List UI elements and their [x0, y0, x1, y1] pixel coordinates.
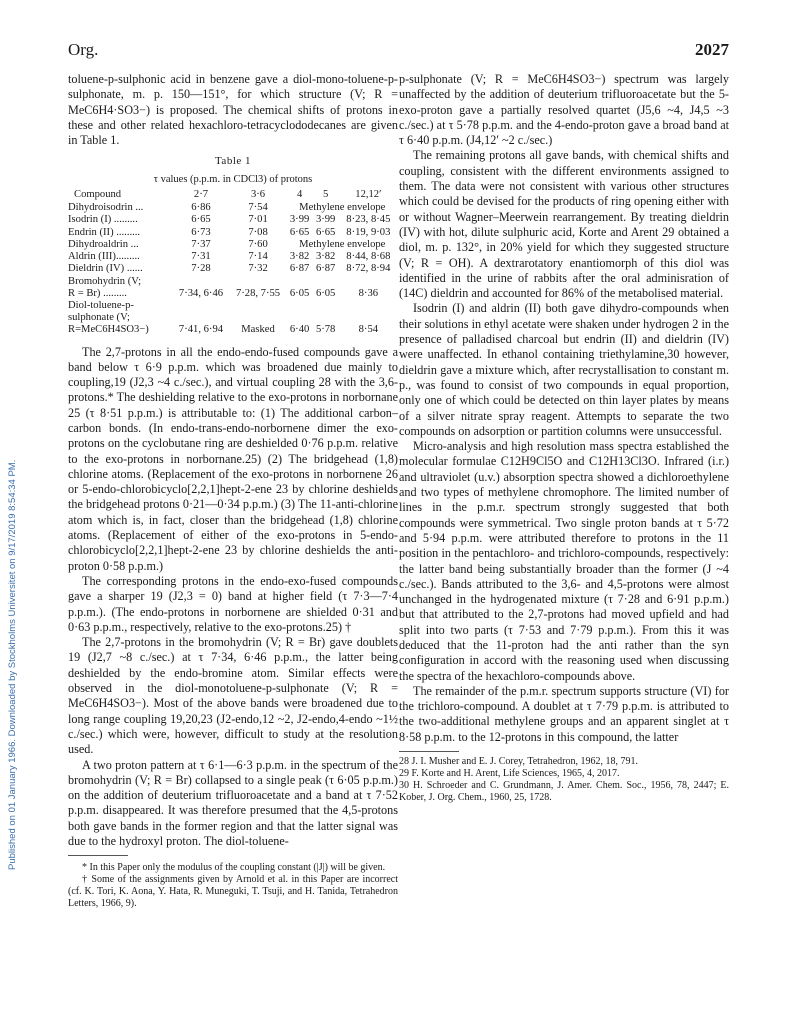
table-cell: Dihydroisodrin ... — [68, 202, 144, 214]
table-row — [68, 300, 398, 312]
table-cell — [230, 312, 287, 324]
table-cell: Masked — [241, 324, 275, 336]
table-cell: 7·14 — [248, 251, 268, 263]
table-cell: Diol-toluene-p- — [68, 299, 134, 311]
table-cell: 7·34, 6·46 — [178, 287, 224, 299]
table-cell: 3·99 — [289, 214, 310, 226]
table-cell — [313, 276, 339, 288]
table-cell: sulphonate (V; — [68, 312, 130, 324]
table-row — [68, 214, 398, 226]
table-cell: 7·28 — [191, 263, 211, 275]
table-subtitle: τ values (p.p.m. in CDCl3) of protons — [153, 173, 313, 185]
table-header-cell: 5 — [323, 189, 329, 201]
table-cell: 3·82 — [315, 251, 336, 263]
reference: 28 J. I. Musher and E. J. Corey, Tetrahedron, 1962, 18, 791. — [399, 756, 638, 768]
table-cell: 7·41, 6·94 — [178, 324, 224, 336]
table-cell: R = Br) ......... — [68, 287, 127, 299]
table-cell: 3·99 — [315, 214, 336, 226]
table-header-cell: 12,12′ — [355, 189, 382, 201]
table-cell: 6·65 — [191, 214, 211, 226]
table-cell: 7·01 — [248, 214, 268, 226]
table-cell: 7·08 — [248, 226, 268, 238]
table-cell: Isodrin (I) ......... — [68, 214, 138, 226]
table-header-cell: Compound — [74, 189, 122, 201]
table-cell: 7·31 — [191, 251, 211, 263]
table-cell — [313, 300, 339, 312]
table-header-cell: 2·7 — [193, 189, 209, 201]
table-cell: R=MeC6H4SO3−) — [68, 324, 149, 336]
body-paragraph: A two proton pattern at τ 6·1—6·3 p.p.m. in the spectrum of the bromohydrin (V; R = Br) collapsed to a single peak (τ 6·05 p.p.m.) on the addition of deuterium trifluoroacetate and a band at τ 7·52 p.p.m. disappeared. It was therefore presumed that the 4,5-protons both gave bands in the former region and that the latter signal was due to the hydroxyl proton. The diol-toluene- — [68, 757, 398, 849]
table-cell: Methylene envelope — [299, 202, 386, 214]
body-paragraph: Isodrin (I) and aldrin (II) both gave dihydro-compounds when their solutions in ethyl acetate were shaken under hydrogen 2 in the presence of palladised charcoal but endrin (II) and dieldrin (IV) were unaffected. In ethanol containing triethylamine,30 however, dieldrin gave a mixture which, after recrystallisation to constant m. p., was found to consist of two compounds in equal proportion, only one of which could be detected on thin layer plates by means of a silver nitrate spray reagent. Attempts to separate the two compounds on adsorption or partition columns were unsuccessful. — [399, 301, 729, 438]
table-row — [68, 227, 398, 239]
table-cell: 5·78 — [315, 324, 336, 336]
table-cell: 8·36 — [358, 287, 379, 299]
journal-name: Org. — [68, 40, 99, 59]
table-cell: Bromohydrin (V; — [68, 275, 142, 287]
table-cell: 8·72, 8·94 — [346, 263, 391, 275]
table-cell — [287, 312, 313, 324]
table-cell: 7·32 — [248, 263, 268, 275]
table-row — [68, 312, 398, 324]
reference: 29 F. Korte and H. Arent, Life Sciences, 1965, 4, 2017. — [399, 768, 620, 780]
table-row — [68, 276, 398, 288]
table-cell: 8·44, 8·68 — [346, 251, 391, 263]
table-cell — [172, 276, 229, 288]
body-paragraph: The 2,7-protons in the bromohydrin (V; R = Br) gave doublets 19 (J2,7 ~8 c./sec.) at τ 7·34, 6·46 p.p.m., the latter being deshielded by the endo-bromine atom. Similar effects were observed in the diol-monotoluene-p-sulphonate (V; R = MeC6H4SO3−). Most of the above bands were broadened due to long range coupling 19,20,23 (J2-endo,12 ~2, J2-endo,4-endo ~1½ c./sec.) which were, however, difficult to study at the resolution used. — [68, 635, 398, 757]
table-cell: 6·86 — [191, 202, 211, 214]
table-cell: 8·54 — [358, 324, 379, 336]
table-cell — [339, 276, 398, 288]
table-cell: 8·19, 9·03 — [346, 226, 391, 238]
table-cell: 3·82 — [289, 251, 310, 263]
table-cell: 7·37 — [191, 238, 211, 250]
table-cell: 6·05 — [315, 287, 336, 299]
table-row — [68, 324, 398, 336]
table-cell: Dieldrin (IV) ...... — [68, 263, 143, 275]
body-paragraph: The remaining protons all gave bands, with chemical shifts and coupling, consistent with the different environments assigned to them. The data were not consistent with various other structures which could be devised for the products of ring opening either with or without Wagner–Meerwein rearrangement. By treating dieldrin (IV) with hot, dilute sulphuric acid, Korte and Arent 29 obtained a diol, m. p. 132°, in 20% yield for which they suggested structure (V; R = OH). A dextrarotatory enantiomorph of this diol was identified in the urine of rabbits after the oral adminisration of (14C) dieldrin and accounted for 86% of the metabolised material. — [399, 148, 729, 301]
table-cell — [172, 312, 229, 324]
table-cell: 7·54 — [248, 202, 268, 214]
table-cell: 6·40 — [289, 324, 310, 336]
table-cell: Endrin (II) ......... — [68, 226, 141, 238]
footnote: † Some of the assignments given by Arnold et al. in this Paper are incorrect (cf. K. Tori, K. Aona, Y. Hata, R. Muneguki, T. Tsuji, and H. Tanida, Tetrahedron Letters, 1966, 9). — [68, 874, 398, 909]
table-cell: 6·87 — [315, 263, 336, 275]
table-cell — [230, 276, 287, 288]
table-cell — [230, 300, 287, 312]
table-cell — [339, 312, 398, 324]
table-cell: Methylene envelope — [299, 238, 386, 250]
table-cell: 6·65 — [289, 226, 310, 238]
table-row — [68, 239, 398, 251]
intro-paragraph: toluene-p-sulphonic acid in benzene gave a diol-mono-toluene-p-sulphonate, m. p. 150—151°, for which structure (V; R = MeC6H4·SO3−) is proposed. The chemical shifts of protons in these and other related hexachloro-tetracyclododecanes are given in Table 1. — [68, 72, 398, 148]
table-cell — [287, 276, 313, 288]
table-row — [68, 263, 398, 275]
download-notice — [6, 170, 20, 870]
table-cell — [287, 300, 313, 312]
footnotes — [68, 860, 398, 909]
body-paragraph: Micro-analysis and high resolution mass spectra established the molecular formulae C12H9Cl5O and C12H13Cl3O. Infrared (i.r.) and ultraviolet (u.v.) absorption spectra showed a dichloroethylene and two types of methylene chromophore. The limited number of lines in the p.m.r. spectrum strongly suggested that both compounds were symmetrical. Two single proton bands at τ 5·72 and 5·94 p.p.m. were attributed therefore to protons in the 11 position in the pentachloro- and trichloro-compounds, respectively: the latter band being substantially broader than the former (J ~4 c./sec.). Bands attributed to the 3,6- and 4,5-protons were almost unchanged in the hydrogenated mixture (τ 7·28 and 6·91 p.p.m.) but that attributed to the 2,7-protons had moved upfield and had split into two parts (τ 7·53 and 7·79 p.p.m.). From this it was deduced that the 11-proton had the anti rather than the syn configuration in accord with the reasoning used when discussing the spectra of the hexachloro-compounds above. — [399, 439, 729, 683]
table-cell: Aldrin (III)......... — [68, 251, 140, 263]
table-header-row — [68, 189, 398, 202]
download-notice-text: Published on 01 January 1966. Downloaded by Stockholms Universitet on 9/17/2019 8:54:34 PM. — [7, 459, 18, 870]
table-cell: 7·28, 7·55 — [235, 287, 281, 299]
table-cell — [313, 312, 339, 324]
table-header-cell: 4 — [296, 189, 303, 201]
references-divider — [399, 751, 459, 752]
table-cell — [172, 300, 229, 312]
table-cell: Dihydroaldrin ... — [68, 238, 139, 250]
table-row — [68, 202, 398, 214]
body-paragraph: The remainder of the p.m.r. spectrum supports structure (VI) for the trichloro-compound. A doublet at τ 7·79 p.p.m. is attributed to the two-additional methylene groups and an apparent singlet at τ 8·58 p.p.m. to the 12-protons in this compound, the latter — [399, 683, 729, 744]
page-header — [68, 40, 729, 64]
right-column — [399, 72, 729, 804]
reference: 30 H. Schroeder and C. Grundmann, J. Amer. Chem. Soc., 1956, 78, 2447; E. Kober, J. Org. Chem., 1960, 25, 1728. — [399, 780, 729, 804]
table-row — [68, 251, 398, 263]
left-column — [68, 72, 398, 910]
footnote-divider — [68, 855, 128, 856]
table-cell: 6·65 — [315, 226, 336, 238]
table-row — [68, 288, 398, 300]
references — [399, 756, 729, 804]
table-cell: 8·23, 8·45 — [346, 214, 391, 226]
table-cell: 6·73 — [191, 226, 211, 238]
body-paragraph: p-sulphonate (V; R = MeC6H4SO3−) spectrum was largely unaffected by the addition of deuterium trifluoroacetate but the 5-exo-proton gave a partially resolved quartet (J5,6 ~4, J4,5 ~3 c./sec.) at τ 5·78 p.p.m. and the 4-endo-proton gave a broad band at τ 6·40 p.p.m. (J4,12′ ~2 c./sec.) — [399, 72, 729, 148]
page-number: 2027 — [695, 40, 729, 59]
table-cell: 6·87 — [289, 263, 310, 275]
table-header-cell: 3·6 — [250, 189, 266, 201]
table-cell — [339, 300, 398, 312]
table-cell: 7·60 — [248, 238, 268, 250]
table-cell: 6·05 — [289, 287, 310, 299]
footnote: * In this Paper only the modulus of the coupling constant (|J|) will be given. — [82, 862, 386, 874]
chemical-shift-table — [68, 189, 398, 336]
table-caption: Table 1 — [214, 155, 252, 168]
body-paragraph: The corresponding protons in the endo-exo-fused compounds gave a sharper 19 (J2,3 = 0) band at higher field (τ 7·3—7·4 p.p.m.). (The endo-protons in norbornene are shielded 0·31 and 0·63 p.p.m., respectively, relative to the exo-protons.25) † — [68, 573, 398, 634]
body-paragraph: The 2,7-protons in all the endo-endo-fused compounds gave a band below τ 6·9 p.p.m. which was broadened due mainly to coupling,19 (J2,3 ~4 c./sec.), and virtual coupling 28 with the 3,6-protons.* The deshielding relative to the exo-protons in norbornane 25 (τ 8·51 p.p.m.) is attributable to: (1) The additional carbon–carbon bonds. (In endo-trans-endo-norbornene dimer the exo-protons on the cyclobutane ring are deshielded 0·76 p.p.m. relative to the exo-protons in norbornane.25) (2) The bridgehead (1,8) chlorine atoms. (Replacement of the exo-protons in norbornene 26 or 5-endo-chlorobicyclo[2,2,1]hept-2-ene 23 by chlorine deshields the bridgehead protons 0·21—0·34 p.p.m.) (3) The 11-anti-chlorine atom which is, in fact, closer than the bridgehead (1,8) chlorine atoms. (Replacement of either of the exo-protons in 5-endo-chlorobicyclo[2,2,1]hept-2-ene 23 by chlorine deshields the anti-proton 0·58 p.p.m.) — [68, 344, 398, 573]
